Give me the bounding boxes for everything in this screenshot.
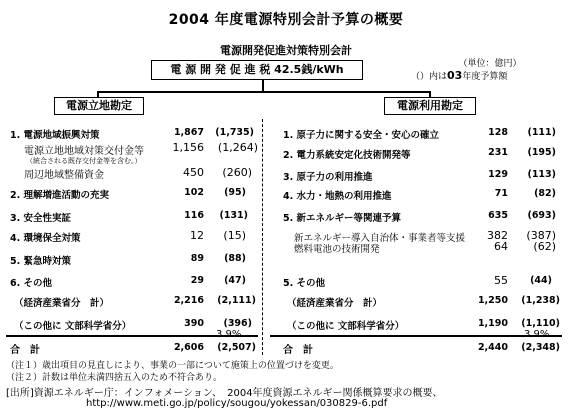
right-item-5-value: 635 (488, 210, 508, 221)
right-item-5: 5. 新エネルギー等関連予算 (283, 213, 402, 224)
right-item-5-prev: (693) (527, 210, 556, 221)
unit-note: （単位：億円） (458, 59, 522, 69)
right-item-6-value: 55 (494, 274, 508, 287)
right-item-6-prev: (44) (530, 275, 552, 286)
right-sub-1-value: 382 (487, 229, 508, 242)
tax-rate-box: 電 源 開 発 促 進 税 42.5銭/kWh (151, 60, 363, 80)
right-item-4: 4. 水力・地熱の利用推進 (283, 191, 392, 202)
right-sub-1: 新エネルギー導入自治体・事業者等支援 (294, 233, 466, 244)
left-sub-2-prev: (260) (222, 166, 252, 179)
right-item-2-prev: (195) (527, 147, 556, 158)
right-total-pct: 3.9% (524, 329, 550, 340)
left-item-2-prev: (95) (224, 187, 246, 198)
right-item-4-value: 71 (494, 188, 508, 199)
page-title: 2004 年度電源特別会計予算の概要 (168, 12, 404, 28)
left-item-1-value: 1,867 (173, 127, 204, 138)
right-total-rule (270, 335, 562, 337)
right-item-1-prev: (111) (527, 127, 556, 138)
right-meti-subtotal: （経済産業省分 計） (287, 298, 383, 309)
column-divider (262, 119, 263, 355)
left-meti-subtotal-value: 2,216 (173, 295, 204, 306)
left-item-6-value: 29 (190, 275, 204, 286)
left-item-6-prev: (47) (224, 275, 246, 286)
left-item-1: 1. 電源地域振興対策 (10, 130, 100, 141)
left-meti-subtotal-prev: (2,111) (217, 295, 256, 306)
left-sub-2: 周辺地域整備資金 (24, 170, 104, 181)
note-2: （注２）計数は単位未満四捨五入のため不符合あり。 (6, 373, 223, 383)
left-sub-1-prev: (1,264) (217, 141, 258, 154)
left-sub-1-note: （統合される既存交付金等を含む。） (26, 157, 142, 165)
connector-horizontal (97, 91, 430, 93)
right-mext: （この他に 文部科学省分） (287, 321, 405, 332)
right-total-prev: (2,348) (521, 342, 560, 353)
right-item-2-value: 231 (488, 147, 508, 158)
left-sub-1-value: 1,156 (172, 141, 204, 154)
left-item-2: 2. 理解増進活動の充実 (10, 190, 110, 201)
right-item-3: 3. 原子力の利用推進 (283, 172, 373, 183)
left-item-3: 3. 安全性実証 (10, 213, 72, 224)
right-item-1: 1. 原子力に関する安全・安心の確立 (283, 130, 440, 141)
right-sub-2-value: 64 (494, 240, 508, 253)
left-item-5-prev: (88) (224, 253, 246, 264)
left-meti-subtotal: （経済産業省分 計） (14, 298, 110, 309)
left-item-5: 5. 緊急時対策 (10, 256, 72, 267)
right-item-1-value: 128 (488, 127, 508, 138)
right-item-3-prev: (113) (527, 169, 556, 180)
right-mext-value: 1,190 (477, 318, 508, 329)
left-item-1-prev: (1,735) (215, 127, 254, 138)
left-section-header: 電源立地勘定 (54, 97, 144, 115)
left-item-6: 6. その他 (10, 278, 53, 289)
right-sub-1-prev: (387) (526, 229, 556, 242)
left-total-pct: 3.9% (216, 329, 242, 340)
right-meti-subtotal-prev: (1,238) (521, 295, 560, 306)
left-mext-value: 390 (184, 318, 204, 329)
left-mext: （この他に 文部科学省分） (14, 321, 132, 332)
left-total-label: 合 計 (10, 345, 40, 356)
left-item-4-prev: (15) (223, 229, 246, 242)
right-item-4-prev: (82) (534, 188, 556, 199)
account-subtitle: 電源開発促進対策特別会計 (220, 44, 352, 57)
left-item-3-prev: (131) (219, 210, 248, 221)
right-item-6: 5. その他 (283, 278, 326, 289)
right-meti-subtotal-value: 1,250 (477, 295, 508, 306)
right-item-2: 2. 電力系統安定化技術開発等 (283, 150, 411, 161)
left-sub-1: 電源立地地域対策交付金等 (24, 146, 144, 157)
left-item-4-value: 12 (190, 229, 204, 242)
source-url: http://www.meti.go.jp/policy/sougou/yokessan/030829-6.pdf (86, 398, 388, 409)
left-item-3-value: 116 (184, 210, 204, 221)
left-item-2-value: 102 (184, 187, 204, 198)
right-total-label: 合 計 (283, 345, 313, 356)
previous-year-note: （）内は03年度予算額 (411, 69, 508, 82)
left-item-4: 4. 環境保全対策 (10, 233, 81, 244)
source-line-1: [出所]資源エネルギー庁：インフォメーション、 2004年度資源エネルギー関係概算要求の概要、 (6, 388, 443, 399)
left-sub-2-value: 450 (183, 166, 204, 179)
right-item-3-value: 129 (488, 169, 508, 180)
note-1: （注１）歳出項目の見直しにより、事業の一部について施策上の位置づけを変更。 (6, 361, 339, 371)
right-sub-2-prev: (62) (533, 240, 556, 253)
right-total-value: 2,440 (477, 342, 508, 353)
right-mext-prev: (1,110) (521, 318, 560, 329)
right-sub-2: 燃料電池の技術開発 (294, 244, 380, 255)
left-total-value: 2,606 (173, 342, 204, 353)
left-total-prev: (2,507) (217, 342, 256, 353)
left-mext-prev: (396) (223, 318, 252, 329)
left-item-5-value: 89 (190, 253, 204, 264)
right-section-header: 電源利用勘定 (384, 97, 476, 115)
